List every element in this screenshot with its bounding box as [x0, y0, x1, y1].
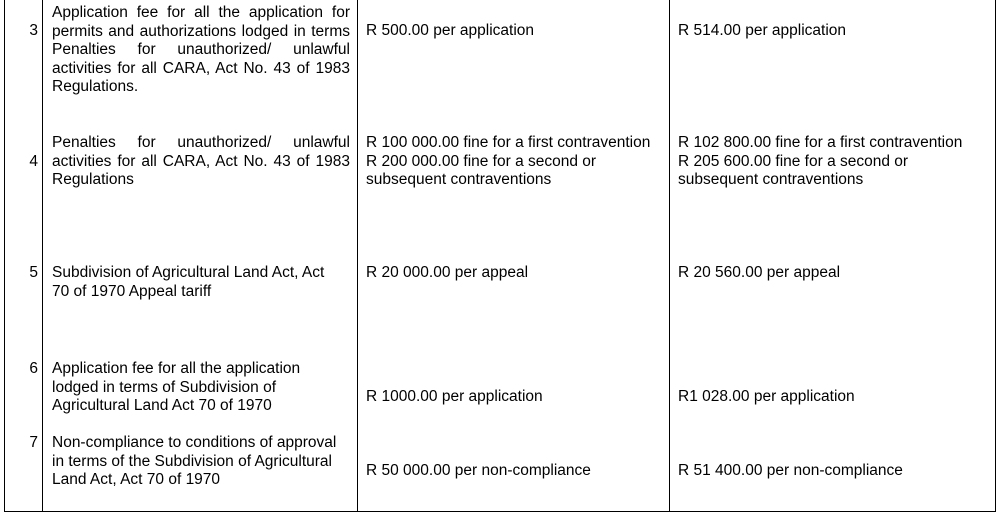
- new-tariff-line: R 514.00 per application: [678, 22, 847, 39]
- row-description-line: 70 of 1970 Appeal tariff: [52, 282, 212, 300]
- row-number: 3: [29, 22, 38, 39]
- row-description: [52, 264, 350, 301]
- current-tariff-line: R 100 000.00 fine for a first contravention: [366, 134, 651, 151]
- current-tariff: [366, 22, 666, 41]
- row-number: 6: [29, 360, 38, 377]
- row-description-line: Land Act, Act 70 of 1970: [52, 471, 221, 489]
- current-tariff: [366, 388, 666, 407]
- row-description-line: Agricultural Land Act 70 of 1970: [52, 397, 272, 415]
- current-tariff-line: R 500.00 per application: [366, 22, 535, 39]
- current-tariff-line: subsequent contraventions: [366, 171, 552, 189]
- new-tariff-line: R 102 800.00 fine for a first contravention: [678, 134, 963, 151]
- column-divider-description: [357, 0, 358, 512]
- new-tariff-line: subsequent contraventions: [678, 171, 864, 189]
- row-number: 5: [29, 264, 38, 281]
- new-tariff-line: R 51 400.00 per non-compliance: [678, 462, 903, 479]
- new-tariff-line: R 205 600.00 fine for a second or: [678, 152, 909, 170]
- row-description-line: Non-compliance to conditions of approval: [52, 434, 337, 451]
- new-tariff: [678, 134, 988, 190]
- current-tariff-line: R 1000.00 per application: [366, 388, 543, 405]
- row-description-line: Application fee for all the application: [52, 360, 301, 377]
- row-description: Penalties for unauthorized/ unlawful activities for all CARA, Act No. 43 of 1983 Regulations: [52, 134, 350, 189]
- new-tariff-line: R1 028.00 per application: [678, 388, 855, 405]
- current-tariff-line: R 200 000.00 fine for a second or: [366, 152, 597, 170]
- column-divider-number: [42, 0, 43, 512]
- table-border-right: [995, 0, 996, 512]
- row-description: [52, 360, 350, 416]
- row-description: Application fee for all the application for permits and authorizations lodged in terms Penalties for unauthorized/ unlawful activities for all CARA, Act No. 43 of 1983 Regulations.: [52, 4, 350, 96]
- current-tariff: [366, 462, 666, 481]
- current-tariff: [366, 134, 666, 190]
- new-tariff-line: R 20 560.00 per appeal: [678, 264, 841, 281]
- row-number: 7: [29, 434, 38, 451]
- new-tariff: [678, 388, 988, 407]
- row-description-line: in terms of the Subdivision of Agricultural: [52, 452, 332, 470]
- table-border-bottom: [4, 511, 996, 512]
- row-number: 4: [29, 153, 38, 170]
- row-description: [52, 434, 350, 490]
- current-tariff-line: R 20 000.00 per appeal: [366, 264, 529, 281]
- row-description-line: Subdivision of Agricultural Land Act, Act: [52, 264, 325, 281]
- new-tariff: [678, 22, 988, 41]
- new-tariff: [678, 462, 988, 481]
- current-tariff: [366, 264, 666, 283]
- new-tariff: [678, 264, 988, 283]
- column-divider-current-tariff: [669, 0, 670, 512]
- current-tariff-line: R 50 000.00 per non-compliance: [366, 462, 591, 479]
- table-border-left: [4, 0, 5, 512]
- row-description-line: lodged in terms of Subdivision of: [52, 378, 277, 396]
